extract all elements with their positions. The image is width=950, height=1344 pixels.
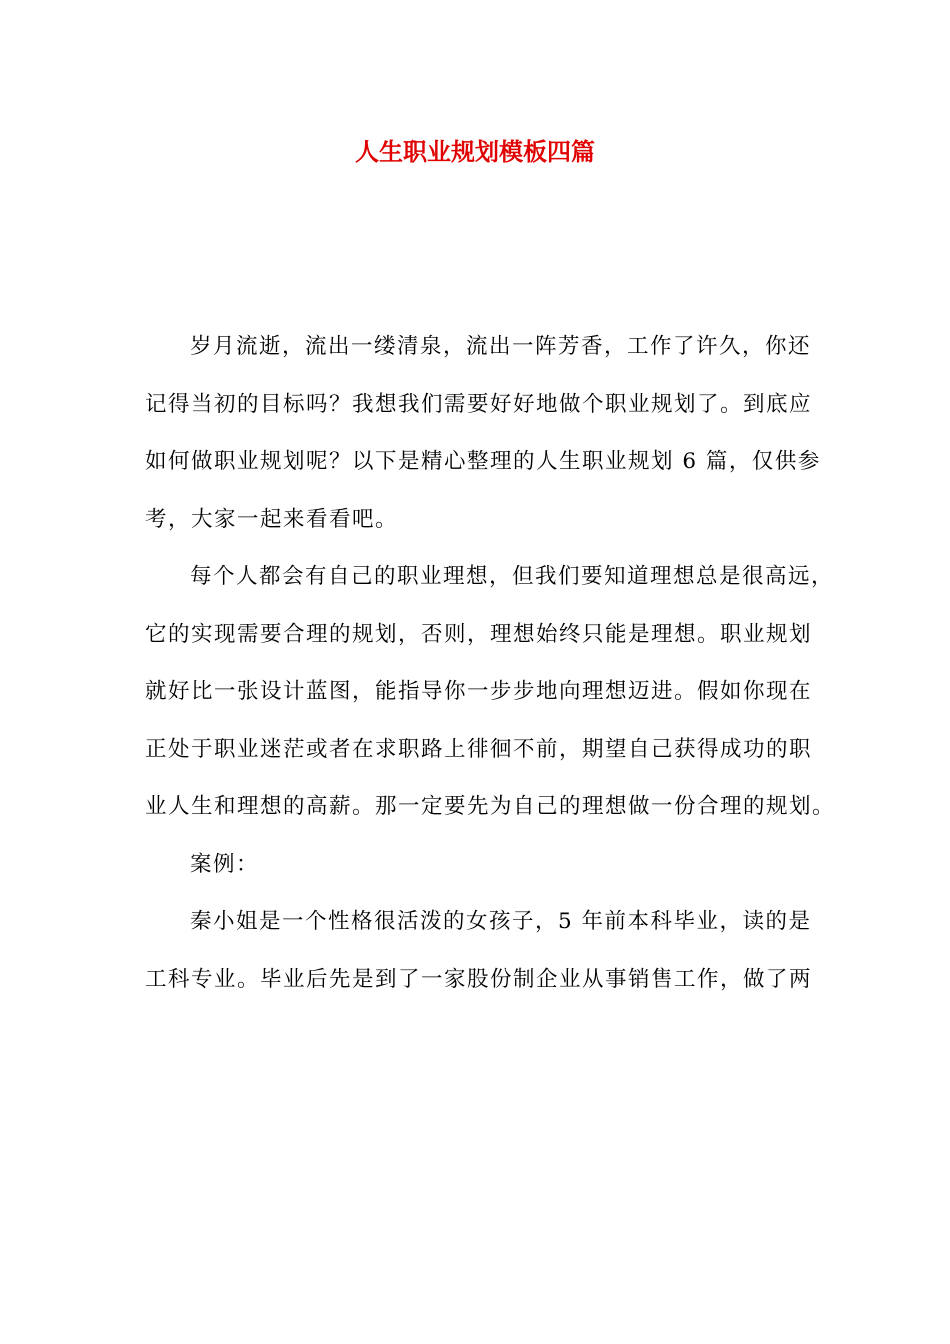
text-line: 岁月流逝，流出一缕清泉，流出一阵芳香，工作了许久，你还 <box>190 334 812 359</box>
text-line: 每个人都会有自己的职业理想，但我们要知道理想总是很高远， <box>190 564 835 589</box>
text-line: 秦小姐是一个性格很活泼的女孩子，5 年前本科毕业，读的是 <box>190 909 812 934</box>
text-line: 如何做职业规划呢？以下是精心整理的人生职业规划 6 篇，仅供参 <box>145 449 821 474</box>
paragraph-3 <box>145 836 825 894</box>
paragraph-1 <box>145 318 825 548</box>
text-line: 它的实现需要合理的规划，否则，理想始终只能是理想。职业规划 <box>145 621 813 647</box>
paragraph-4 <box>145 893 825 1008</box>
document-body <box>145 318 836 1008</box>
paragraph-2 <box>145 548 836 836</box>
text-line: 业人生和理想的高薪。那一定要先为自己的理想做一份合理的规划。 <box>145 794 836 819</box>
text-line: 案例： <box>190 851 260 877</box>
text-line: 就好比一张设计蓝图，能指导你一步步地向理想迈进。假如你现在 <box>145 679 813 704</box>
text-line: 正处于职业迷茫或者在求职路上徘徊不前，期望自己获得成功的职 <box>145 736 813 762</box>
text-line: 考，大家一起来看看吧。 <box>145 506 399 532</box>
text-line: 工科专业。毕业后先是到了一家股份制企业从事销售工作，做了两 <box>145 966 813 992</box>
text-line: 记得当初的目标吗？我想我们需要好好地做个职业规划了。到底应 <box>145 391 813 417</box>
document-title: 人生职业规划模板四篇 <box>355 137 595 166</box>
